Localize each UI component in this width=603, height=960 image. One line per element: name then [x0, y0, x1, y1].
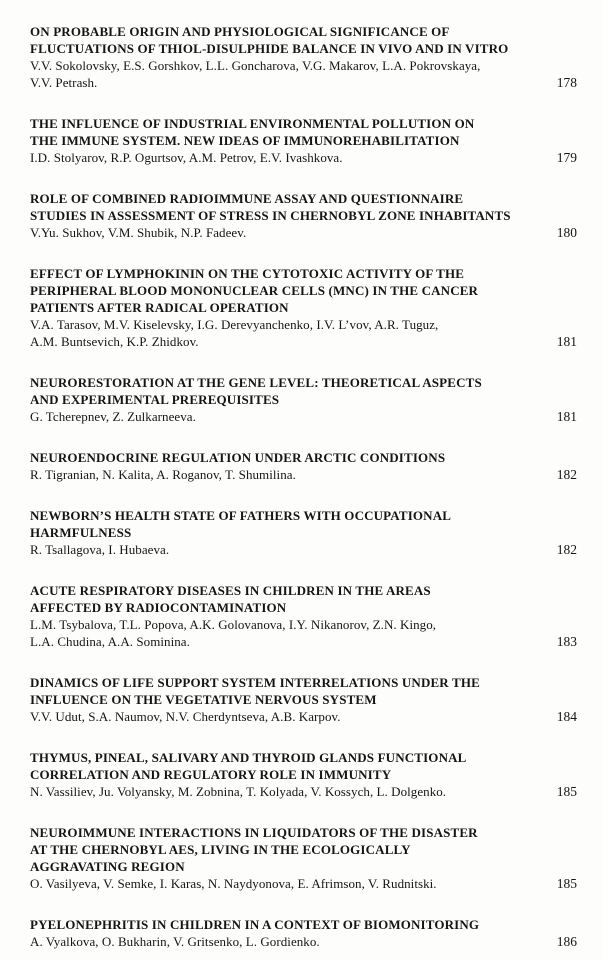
entry-author-line: V.V. Petrash.	[30, 75, 98, 90]
entry-title	[30, 23, 531, 57]
entry-authors	[30, 57, 531, 91]
entry-title-line: AGGRAVATING REGION	[30, 859, 185, 874]
entry-text	[30, 916, 531, 950]
entry-title-line: EFFECT OF LYMPHOKININ ON THE CYTOTOXIC ACTIVITY OF THE	[30, 266, 465, 281]
entry-page-number: 186	[556, 934, 577, 949]
entry-title	[30, 916, 531, 933]
entry-author-line: A. Vyalkova, O. Bukharin, V. Gritsenko, L. Gordienko.	[30, 934, 320, 949]
entry-page-number: 180	[556, 225, 577, 240]
entry-title-line: PERIPHERAL BLOOD MONONUCLEAR CELLS (MNC) IN THE CANCER	[30, 283, 479, 298]
entry-page-number: 178	[556, 75, 577, 90]
entry-title-line: ROLE OF COMBINED RADIOIMMUNE ASSAY AND QUESTIONNAIRE	[30, 191, 464, 206]
entry-author-line: V.V. Sokolovsky, E.S. Gorshkov, L.L. Goncharova, V.G. Makarov, L.A. Pokrovskaya,	[30, 58, 481, 73]
entry-title-line: PYELONEPHRITIS IN CHILDREN IN A CONTEXT OF BIOMONITORING	[30, 917, 480, 932]
toc-entry	[30, 190, 577, 241]
toc-entry	[30, 582, 577, 650]
entry-text	[30, 507, 531, 558]
entry-title-line: PATIENTS AFTER RADICAL OPERATION	[30, 300, 289, 315]
entry-title-line: NEUROIMMUNE INTERACTIONS IN LIQUIDATORS OF THE DISASTER	[30, 825, 478, 840]
entry-text	[30, 115, 531, 166]
entry-author-line: A.M. Buntsevich, K.P. Zhidkov.	[30, 334, 199, 349]
toc-entry	[30, 507, 577, 558]
entry-title-line: NEURORESTORATION AT THE GENE LEVEL: THEORETICAL ASPECTS	[30, 375, 482, 390]
entry-page-number: 181	[556, 409, 577, 424]
entry-page-number: 185	[556, 876, 577, 891]
entry-text	[30, 582, 531, 650]
entry-page-number: 179	[556, 150, 577, 165]
toc-entry	[30, 374, 577, 425]
toc-entries-list	[30, 23, 577, 950]
entry-author-line: R. Tsallagova, I. Hubaeva.	[30, 542, 170, 557]
toc-entry	[30, 265, 577, 350]
entry-authors	[30, 224, 531, 241]
entry-page-number: 182	[556, 542, 577, 557]
entry-title	[30, 374, 531, 408]
entry-title-line: THE IMMUNE SYSTEM. NEW IDEAS OF IMMUNOREHABILITATION	[30, 133, 460, 148]
entry-author-line: G. Tcherepnev, Z. Zulkarneeva.	[30, 409, 196, 424]
entry-title-line: HARMFULNESS	[30, 525, 132, 540]
entry-title-line: THYMUS, PINEAL, SALIVARY AND THYROID GLANDS FUNCTIONAL	[30, 750, 467, 765]
entry-authors	[30, 933, 531, 950]
entry-authors	[30, 708, 531, 725]
entry-title	[30, 265, 531, 316]
entry-authors	[30, 616, 531, 650]
entry-text	[30, 824, 531, 892]
entry-authors	[30, 316, 531, 350]
entry-page-number: 185	[556, 784, 577, 799]
entry-title	[30, 190, 531, 224]
entry-title-line: ACUTE RESPIRATORY DISEASES IN CHILDREN IN THE AREAS	[30, 583, 431, 598]
entry-text	[30, 23, 531, 91]
entry-text	[30, 449, 531, 483]
entry-title	[30, 749, 531, 783]
entry-title-line: FLUCTUATIONS OF THIOL-DISULPHIDE BALANCE IN VIVO AND IN VITRO	[30, 41, 509, 56]
toc-entry	[30, 674, 577, 725]
entry-author-line: V.Yu. Sukhov, V.M. Shubik, N.P. Fadeev.	[30, 225, 247, 240]
toc-entry	[30, 749, 577, 800]
entry-author-line: O. Vasilyeva, V. Semke, I. Karas, N. Naydyonova, E. Afrimson, V. Rudnitski.	[30, 876, 437, 891]
entry-text	[30, 265, 531, 350]
entry-author-line: L.M. Tsybalova, T.L. Popova, A.K. Golovanova, I.Y. Nikanorov, Z.N. Kingo,	[30, 617, 437, 632]
entry-author-line: R. Tigranian, N. Kalita, A. Roganov, T. Shumilina.	[30, 467, 296, 482]
entry-author-line: N. Vassiliev, Ju. Volyansky, M. Zobnina, T. Kolyada, V. Kossych, L. Dolgenko.	[30, 784, 447, 799]
entry-page-number: 182	[556, 467, 577, 482]
entry-authors	[30, 408, 531, 425]
entry-title-line: ON PROBABLE ORIGIN AND PHYSIOLOGICAL SIGNIFICANCE OF	[30, 24, 450, 39]
entry-author-line: V.A. Tarasov, M.V. Kiselevsky, I.G. Derevyanchenko, I.V. L’vov, A.R. Tuguz,	[30, 317, 439, 332]
entry-author-line: L.A. Chudina, A.A. Sominina.	[30, 634, 190, 649]
entry-title-line: NEUROENDOCRINE REGULATION UNDER ARCTIC CONDITIONS	[30, 450, 446, 465]
entry-text	[30, 674, 531, 725]
entry-authors	[30, 783, 531, 800]
entry-text	[30, 190, 531, 241]
entry-title	[30, 507, 531, 541]
entry-title-line: INFLUENCE ON THE VEGETATIVE NERVOUS SYSTEM	[30, 692, 377, 707]
entry-authors	[30, 466, 531, 483]
toc-entry	[30, 23, 577, 91]
entry-title-line: THE INFLUENCE OF INDUSTRIAL ENVIRONMENTAL POLLUTION ON	[30, 116, 475, 131]
entry-title-line: AND EXPERIMENTAL PREREQUISITES	[30, 392, 280, 407]
entry-author-line: V.V. Udut, S.A. Naumov, N.V. Cherdyntseva, A.B. Karpov.	[30, 709, 341, 724]
entry-title	[30, 674, 531, 708]
entry-title	[30, 449, 531, 466]
entry-title-line: CORRELATION AND REGULATORY ROLE IN IMMUNITY	[30, 767, 392, 782]
entry-author-line: I.D. Stolyarov, R.P. Ogurtsov, A.M. Petrov, E.V. Ivashkova.	[30, 150, 343, 165]
toc-entry	[30, 824, 577, 892]
entry-title-line: AFFECTED BY RADIOCONTAMINATION	[30, 600, 287, 615]
toc-entry	[30, 916, 577, 950]
entry-title	[30, 582, 531, 616]
entry-text	[30, 749, 531, 800]
entry-title-line: NEWBORN’S HEALTH STATE OF FATHERS WITH OCCUPATIONAL	[30, 508, 452, 523]
entry-authors	[30, 149, 531, 166]
entry-title-line: AT THE CHERNOBYL AES, LIVING IN THE ECOLOGICALLY	[30, 842, 411, 857]
toc-entry	[30, 115, 577, 166]
toc-entry	[30, 449, 577, 483]
entry-title	[30, 115, 531, 149]
entry-authors	[30, 541, 531, 558]
entry-authors	[30, 875, 531, 892]
entry-title-line: DINAMICS OF LIFE SUPPORT SYSTEM INTERRELATIONS UNDER THE	[30, 675, 480, 690]
entry-page-number: 181	[556, 334, 577, 349]
entry-title-line: STUDIES IN ASSESSMENT OF STRESS IN CHERNOBYL ZONE INHABITANTS	[30, 208, 511, 223]
entry-page-number: 183	[556, 634, 577, 649]
entry-text	[30, 374, 531, 425]
entry-title	[30, 824, 531, 875]
entry-page-number: 184	[556, 709, 577, 724]
